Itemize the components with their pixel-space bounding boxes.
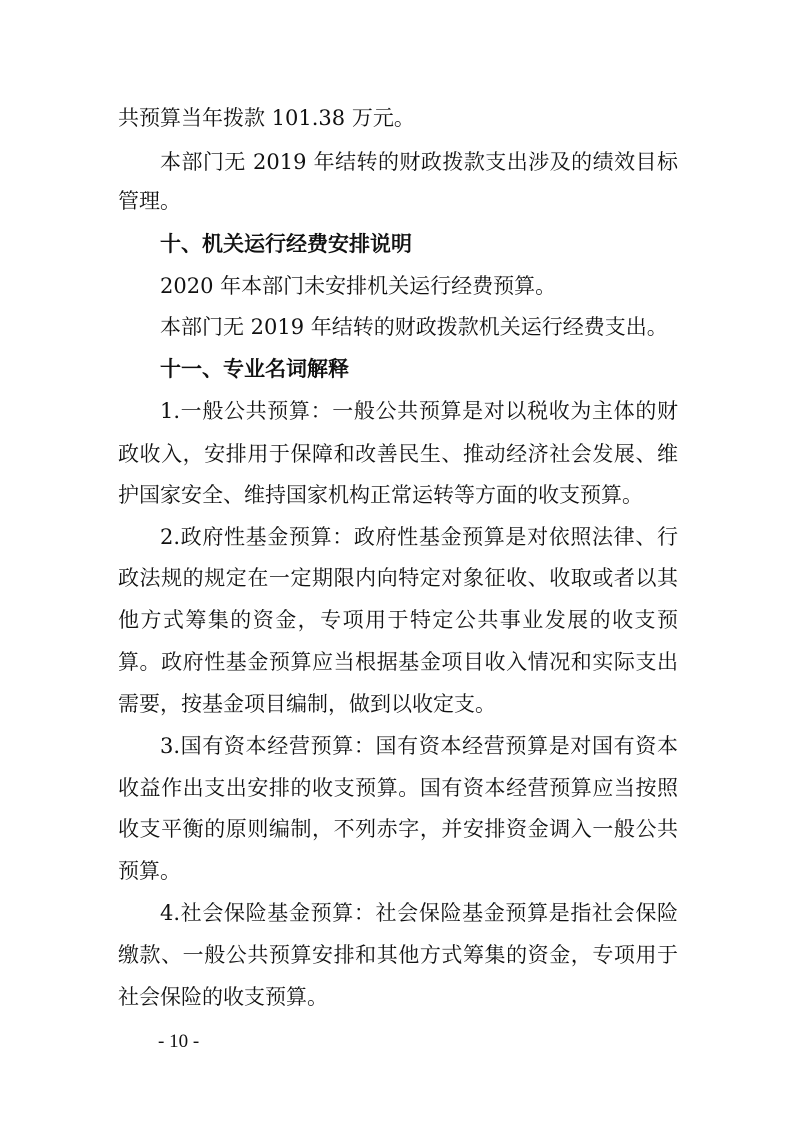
paragraph-line: 本部门无 2019 年结转的财政拨款支出涉及的绩效目标 [160,150,678,174]
paragraph-line: 收益作出支出安排的收支预算。国有资本经营预算应当按照 [118,776,678,800]
paragraph-line: 预算。 [118,859,181,883]
paragraph-line: 共预算当年拨款 101.38 万元。 [118,106,415,130]
paragraph-line: 护国家安全、维持国家机构正常运转等方面的收支预算。 [118,483,643,507]
paragraph-line: 政收入，安排用于保障和改善民生、推动经济社会发展、维 [118,442,678,466]
paragraph-line: 收支平衡的原则编制，不列赤字，并安排资金调入一般公共 [118,817,678,841]
paragraph-line: 他方式筹集的资金，专项用于特定公共事业发展的收支预 [118,608,678,632]
paragraph-line: 算。政府性基金预算应当根据基金项目收入情况和实际支出 [118,650,678,674]
paragraph-line: 缴款、一般公共预算安排和其他方式筹集的资金，专项用于 [118,943,678,967]
paragraph-line: 2.政府性基金预算：政府性基金预算是对依照法律、行 [160,525,678,549]
paragraph-line: 3.国有资本经营预算：国有资本经营预算是对国有资本 [160,734,678,758]
paragraph-line: 本部门无 2019 年结转的财政拨款机关运行经费支出。 [160,315,668,339]
paragraph-line: 需要，按基金项目编制，做到以收定支。 [118,692,496,716]
paragraph-line: 社会保险的收支预算。 [118,985,328,1009]
page-number: - 10 - [158,1031,200,1052]
paragraph-line: 管理。 [118,189,181,213]
paragraph-line: 政法规的规定在一定期限内向特定对象征收、收取或者以其 [118,566,678,590]
paragraph-line: 1.一般公共预算：一般公共预算是对以税收为主体的财 [160,399,678,423]
section-heading-10: 十、机关运行经费安排说明 [160,232,412,256]
section-heading-11: 十一、专业名词解释 [160,357,349,381]
paragraph-line: 4.社会保险基金预算：社会保险基金预算是指社会保险 [160,901,678,925]
paragraph-line: 2020 年本部门未安排机关运行经费预算。 [160,274,557,298]
